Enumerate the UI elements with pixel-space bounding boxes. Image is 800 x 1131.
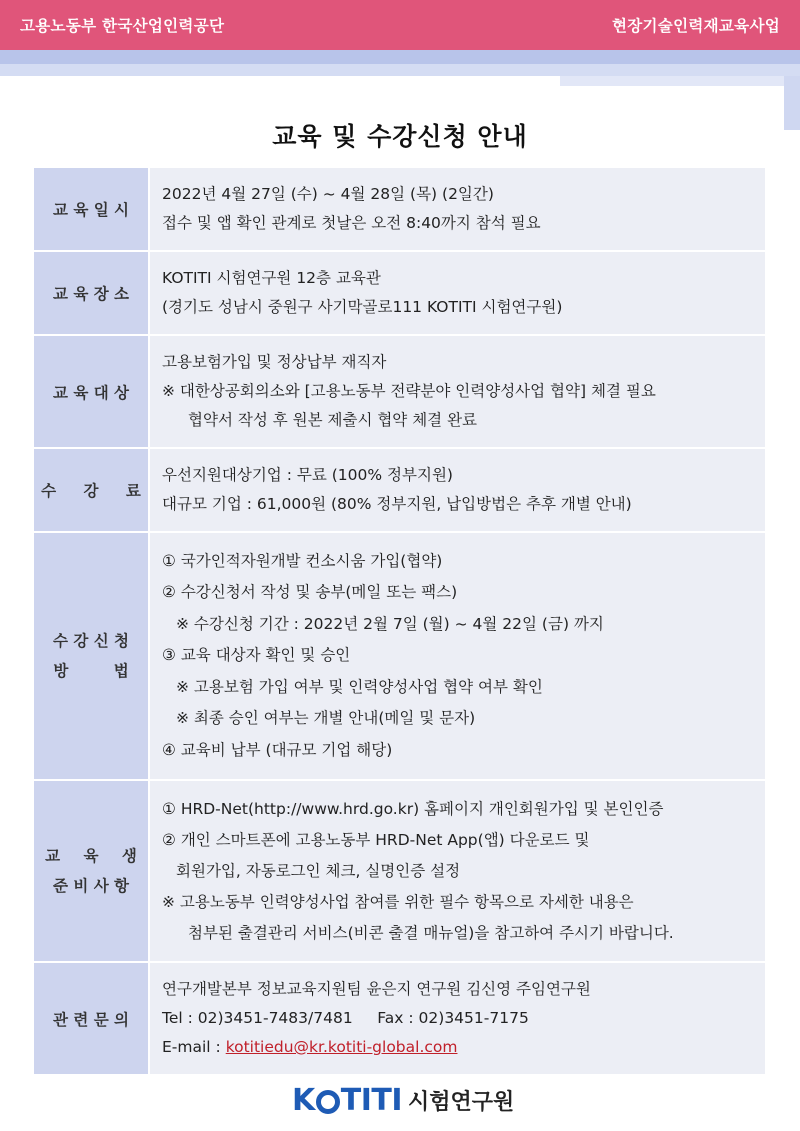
- logo-letters-titi: TITI: [340, 1082, 403, 1118]
- row-value: [149, 168, 765, 251]
- value-line: ② 수강신청서 작성 및 송부(메일 또는 팩스): [162, 583, 458, 602]
- value-line: ※ 대한상공회의소와 [고용노동부 전략분야 인력양성사업 협약] 체결 필요: [162, 382, 656, 400]
- row-application-method: [34, 532, 765, 780]
- decorative-stripe: [640, 86, 800, 94]
- page-title: 교육 및 수강신청 안내: [272, 122, 528, 151]
- logo-ring-icon: [316, 1090, 340, 1114]
- value-line: ※ 최종 승인 여부는 개별 안내(메일 및 문자): [176, 709, 476, 728]
- row-value: [149, 448, 765, 532]
- email-prefix: E-mail :: [162, 1038, 226, 1056]
- value-line: 협약서 작성 후 원본 제출시 협약 체결 완료: [188, 411, 478, 429]
- row-fee: [34, 448, 765, 532]
- logo-subtitle: 시험연구원: [408, 1089, 515, 1115]
- row-location: [34, 251, 765, 335]
- value-line: (경기도 성남시 중원구 사기막골로111 KOTITI 시험연구원): [162, 298, 563, 316]
- row-value: [149, 962, 765, 1075]
- row-label-line: 교 육 생: [45, 847, 137, 865]
- row-value: [149, 251, 765, 335]
- value-line: Tel : 02)3451-7483/7481 Fax : 02)3451-7175: [162, 1009, 529, 1027]
- row-contact: [34, 962, 765, 1075]
- value-line: ※ 고용노동부 인력양성사업 참여를 위한 필수 항목으로 자세한 내용은: [162, 892, 634, 911]
- value-line: 대규모 기업 : 61,000원 (80% 정부지원, 납입방법은 추후 개별 안내): [162, 495, 632, 513]
- top-banner: [0, 0, 800, 50]
- row-schedule: [34, 168, 765, 251]
- email-link[interactable]: kotitiedu@kr.kotiti-global.com: [225, 1038, 458, 1056]
- value-line: ④ 교육비 납부 (대규모 기업 해당): [162, 740, 393, 759]
- row-value: [149, 335, 765, 448]
- row-label-line: 준 비 사 항: [52, 877, 130, 895]
- value-line: 우선지원대상기업 : 무료 (100% 정부지원): [162, 466, 453, 484]
- info-table: [34, 168, 765, 1076]
- value-line: ③ 교육 대상자 확인 및 승인: [162, 646, 351, 665]
- row-value: [149, 532, 765, 780]
- header-organizations: 고용노동부 한국산업인력공단: [20, 17, 225, 35]
- row-label: 관 련 문 의: [34, 962, 149, 1075]
- row-label: 수 강 료: [34, 448, 149, 532]
- row-label: 교 육 대 상: [34, 335, 149, 448]
- value-line: ② 개인 스마트폰에 고용노동부 HRD-Net App(앱) 다운로드 및: [162, 830, 590, 849]
- row-label: [34, 780, 149, 962]
- value-line: ※ 수강신청 기간 : 2022년 2월 7일 (월) ~ 4월 22일 (금) 까지: [176, 614, 604, 633]
- row-trainee-preparation: [34, 780, 765, 962]
- row-label-line: 방 법: [53, 662, 129, 680]
- value-line: 고용보험가입 및 정상납부 재직자: [162, 353, 387, 371]
- value-line: 회원가입, 자동로그인 체크, 실명인증 설정: [176, 861, 461, 880]
- header-program-name: 현장기술인력재교육사업: [611, 17, 780, 35]
- value-line: KOTITI 시험연구원 12층 교육관: [162, 269, 381, 287]
- row-target: [34, 335, 765, 448]
- value-line: 접수 및 앱 확인 관계로 첫날은 오전 8:40까지 참석 필요: [162, 214, 541, 232]
- value-line: ※ 고용보험 가입 여부 및 인력양성사업 협약 여부 확인: [176, 677, 543, 696]
- logo-letter-k: K: [292, 1082, 315, 1118]
- value-line: ① 국가인적자원개발 컨소시움 가입(협약): [162, 551, 443, 570]
- email-line: [162, 1033, 755, 1062]
- decorative-stripe: [560, 76, 800, 86]
- kotiti-logo: [292, 1082, 514, 1118]
- value-line: 2022년 4월 27일 (수) ~ 4월 28일 (목) (2일간): [162, 185, 494, 203]
- row-label: 교 육 장 소: [34, 251, 149, 335]
- row-label-line: 수 강 신 청: [52, 632, 130, 650]
- row-value: [149, 780, 765, 962]
- value-line: 연구개발본부 정보교육지원팀 윤은지 연구원 김신영 주임연구원: [162, 980, 591, 998]
- row-label: 교 육 일 시: [34, 168, 149, 251]
- row-label: [34, 532, 149, 780]
- value-line: ① HRD-Net(http://www.hrd.go.kr) 홈페이지 개인회원가입 및 본인인증: [162, 799, 664, 818]
- decorative-stripe: [0, 64, 800, 76]
- decorative-stripe: [0, 50, 800, 64]
- value-line: 첨부된 출결관리 서비스(비콘 출결 매뉴얼)을 참고하여 주시기 바랍니다.: [188, 923, 674, 942]
